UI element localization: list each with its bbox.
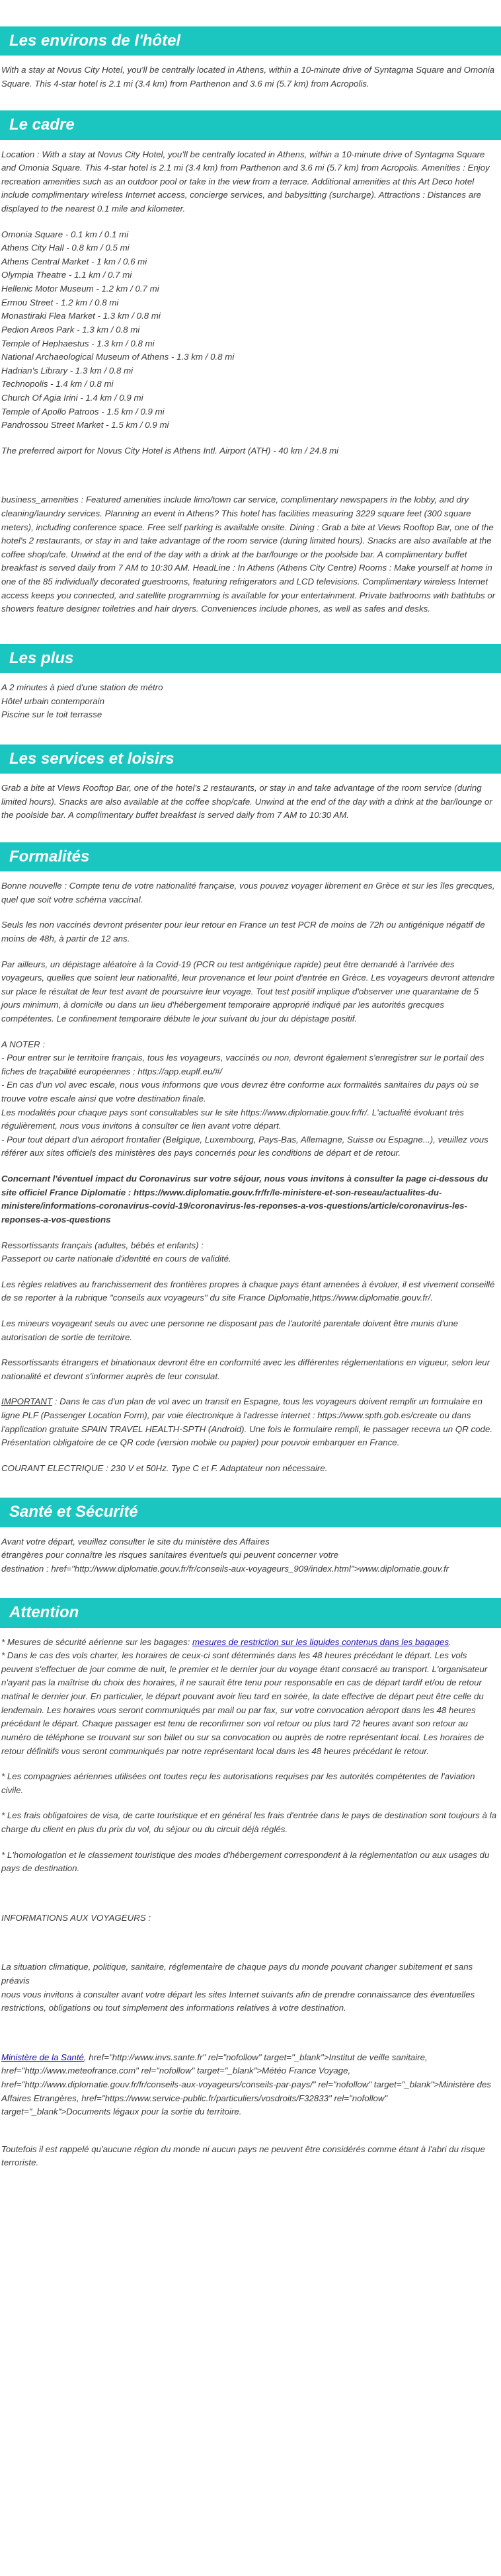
section-services (0, 745, 501, 823)
list-item: Omonia Square - 0.1 km / 0.1 mi (1, 229, 129, 239)
cadre-intro: Location : With a stay at Novus City Hotel, you'll be centrally located in Athens, within a 10-minute drive of Syntagma Square and Omonia Square. This 4-star hotel is 2.1 mi (3.4 km) from Parthenon and 3.6 mi (5.7 km) from Acropolis. Amenities : Enjoy recreation amenities such as an outdoor pool or take in the view from a terrace. Additional amenities at this Art Deco hotel include complimentary wireless Internet access, concierge services, and babysitting (surcharge). Attractions : Distances are displayed to the nearest 0.1 mile and kilometer. (1, 149, 490, 214)
section-title-services: Les services et loisirs (0, 745, 501, 774)
list-item: A 2 minutes à pied d'une station de métro (1, 682, 163, 693)
situation-line: nous vous invitons à consulter avant votre départ les sites Internet suivants afin de prendre connaissance des éventuelles restrictions, obligations ou tout simplement des informations relatives à votre destination. (1, 1989, 475, 2013)
list-item: Athens Central Market - 1 km / 0.6 mi (1, 256, 147, 266)
ressortissants-label: Ressortissants français (adultes, bébés et enfants) : (1, 1240, 204, 1250)
section-sante (0, 1498, 501, 1576)
list-item: Hadrian's Library - 1.3 km / 0.8 mi (1, 365, 134, 376)
environs-text: With a stay at Novus City Hotel, you'll be centrally located in Athens, within a 10-minute drive of Syntagma Square and Omonia Square. This 4-star hotel is 2.1 mi (3.4 km) from Parthenon and 3.6 mi (5.7 km) from Acropolis. (1, 65, 495, 89)
situation-line: La situation climatique, politique, sanitaire, réglementaire de chaque pays du monde pouvant changer subitement et sans préavis (1, 1962, 473, 1986)
list-item: Temple of Apollo Patroos - 1.5 km / 0.9 mi (1, 406, 165, 417)
important-text (1, 1395, 498, 1449)
list-item: National Archaeological Museum of Athens - 1.3 km / 0.8 mi (1, 352, 235, 362)
horaires-text: * Dans le cas des vols charter, les horaires de ceux-ci sont déterminés dans les 48 heures précédant le départ. Les vols peuvent s'effectuer de jour comme de nuit, le premier et le dernier jour du voyage étant consacré au transport. L'organisateur n'ayant pas la maîtrise du choix des horaires, il ne saurait être tenu pour responsable en cas de départ tardif et/ou de retour matinal le dernier jour. En particulier, le départ pouvant avoir lieu tard en soirée, la date effective de départ peut être celle du lendemain. Les horaires vous seront communiqués par mail ou par fax, sur votre convocation aéroport dans les 48 heures précédant le départ. Chaque passager est tenu de reconfirmer son vol retour ou plus tard 72 heures avant son retour au numéro de téléphone se trouvant sur son billet ou sur sa convocation ou auprès de notre représentant local. Les horaires de retour définitifs vous seront communiqués par notre représentant local dans les 48 heures précédant le retour. (1, 1650, 488, 1756)
section-title-sante: Santé et Sécurité (0, 1498, 501, 1527)
note-line: - En cas d'un vol avec escale, nous vous informons que vous devrez être conforme aux formalités sanitaires du pays où se trouve votre escale ainsi que votre destination finale. (1, 1080, 479, 1104)
mesures-suffix: . (449, 1636, 451, 1647)
covid-notice: Concernant l'éventuel impact du Coronavirus sur votre séjour, nous vous invitons à consulter la page ci-dessous du site officiel France Diplomatie : https://www.diplomatie.gouv.fr/fr/le-ministere-et-son-reseau/actualites-du-ministere/informations-coronavirus-covid-19/coronavirus-les-reponses-a-vos-questions/article/coronavirus-les-reponses-a-vos-questions (1, 1174, 488, 1225)
list-item: Technopolis - 1.4 km / 0.8 mi (1, 379, 114, 389)
important-label: IMPORTANT (1, 1396, 53, 1407)
frais-text: * Les frais obligatoires de visa, de carte touristique et en général les frais d'entrée dans le pays de destination sont toujours à la charge du client en plus du prix du vol, du séjour ou du circuit déjà réglés. (1, 1810, 497, 1834)
list-item: Pedion Areos Park - 1.3 km / 0.8 mi (1, 324, 140, 335)
attractions-list (1, 228, 498, 432)
important-body: : Dans le cas d'un plan de vol avec un transit en Espagne, tous les voyageurs doivent remplir un formulaire en ligne PLF (Passenger Location Form), par voie électronique à l'adresse internet : https://www.spth.gob.es/create ou dans l'application gratuite SPAIN TRAVEL HEALTH-SPTH (Android). Une fois le formulaire rempli, le passager recevra un QR code. Présentation obligatoire de ce QR code (version mobile ou papier) pour pouvoir embarquer en France. (1, 1396, 493, 1448)
section-plus (0, 644, 501, 722)
etrangers-text: Ressortissants étrangers et binationaux devront être en conformité avec les différentes réglementations en vigueur, selon leur nationalité et devront s'informer auprès de leur consulat. (1, 1357, 490, 1381)
formalites-p2: Seuls les non vaccinés devront présenter pour leur retour en France un test PCR de moins de 72h ou antigénique négatif de moins de 48h, à partir de 12 ans. (1, 920, 485, 944)
infos-heading: INFORMATIONS AUX VOYAGEURS : (1, 1912, 151, 1923)
formalites-p3: Par ailleurs, un dépistage aléatoire à la Covid-19 (PCR ou test antigénique rapide) peut être demandé à l'arrivée des voyageurs, quelles que soient leur nationalité, leur provenance et leur point d'entrée en Grèce. Les voyageurs devront attendre sur place le résultat de leur test avant de poursuivre leur voyage. Tout test positif implique d'observer une quarantaine de 5 jours minimum, à domicile ou dans un lieu d'hébergement temporaire approprié indiqué par les autorités grecques compétentes. Le confinement temporaire débute le jour suivant du jour du dépistage positif. (1, 959, 495, 1024)
services-text: Grab a bite at Views Rooftop Bar, one of the hotel's 2 restaurants, or stay in and take advantage of the room service (during limited hours). Snacks are also available at the coffee shop/cafe. Unwind at the end of the day with a drink at the bar/lounge or the poolside bar. A complimentary buffet breakfast is served daily from 7 AM to 10:30 AM. (1, 783, 492, 821)
section-environs (0, 26, 501, 91)
mineurs-text: Les mineurs voyageant seuls ou avec une personne ne disposant pas de l'autorité parentale doivent être munis d'une autorisation de sortie de territoire. (1, 1318, 459, 1342)
list-item: Temple of Hephaestus - 1.3 km / 0.8 mi (1, 338, 155, 348)
situation-text (1, 1960, 498, 2015)
section-title-cadre: Le cadre (0, 110, 501, 140)
list-item: Ermou Street - 1.2 km / 0.8 mi (1, 297, 119, 307)
formalites-notes (1, 1038, 498, 1160)
note-line: A NOTER : (1, 1039, 45, 1049)
section-attention (0, 1598, 501, 2170)
list-item: Olympia Theatre - 1.1 km / 0.7 mi (1, 270, 132, 280)
note-line: - Pour tout départ d'un aéroport frontalier (Belgique, Luxembourg, Pays-Bas, Allemagne, Suisse ou Espagne...), veuillez vous référer aux sites officiels des ministères des pays concernés pour les conditions de départ et de retour. (1, 1134, 488, 1158)
homologation-text: * L'homologation et le classement touristique des modes d'hébergement correspondent à la réglementation ou aux usages du pays de destination. (1, 1849, 490, 1874)
sante-line: destination : href="http://www.diplomatie.gouv.fr/fr/conseils-aux-voyageurs_909/index.html">www.diplomatie.gouv.fr (1, 1563, 449, 1574)
mesures-line (1, 1636, 498, 1650)
section-title-attention: Attention (0, 1598, 501, 1627)
ressortissants (1, 1239, 498, 1266)
mesures-link[interactable]: mesures de restriction sur les liquides contenus dans les bagages (192, 1636, 449, 1647)
list-item: Monastiraki Flea Market - 1.3 km / 0.8 mi (1, 311, 161, 321)
airport-info: The preferred airport for Novus City Hotel is Athens Intl. Airport (ATH) - 40 km / 24.8 mi (1, 445, 339, 456)
ressortissants-doc: Passeport ou carte nationale d'identité en cours de validité. (1, 1254, 231, 1264)
sante-line: étrangères pour connaître les risques sanitaires éventuels qui peuvent concerner votre (1, 1550, 339, 1560)
note-line: Les modalités pour chaque pays sont consultables sur le site https://www.diplomatie.gouv.fr/fr/. L'actualité évoluant très régulièrement, nous vous invitons à consulter ce lien avant votre départ. (1, 1107, 465, 1131)
section-title-plus: Les plus (0, 644, 501, 673)
list-item: Church Of Agia Irini - 1.4 km / 0.9 mi (1, 392, 143, 403)
section-title-environs: Les environs de l'hôtel (0, 26, 501, 56)
list-item: Hôtel urbain contemporain (1, 696, 104, 706)
ministere-link[interactable]: Ministère de la Santé (1, 2052, 84, 2062)
section-cadre (0, 110, 501, 616)
plus-list (1, 681, 498, 722)
regles-text: Les règles relatives au franchissement des frontières propres à chaque pays étant amenées à évoluer, il est vivement conseillé de se reporter à la rubrique "conseils aux voyageurs" du site France Diplomatie,https://www.diplomatie.gouv.fr/. (1, 1279, 495, 1303)
ministere-rest: , href="http://www.invs.sante.fr" rel="nofollow" target="_blank">Institut de veille sanitaire, href="http://www.meteofrance.com" rel="nofollow" target="_blank">Météo France Voyage, href="http://www.diplomatie.gouv.fr/fr/conseils-aux-voyageurs/conseils-par-pays/" rel="nofollow" target="_blank">Ministère des Affaires Etrangères, href="https://www.service-public.fr/particuliers/vosdroits/F32833" rel="nofollow" target="_blank">Documents légaux pour la sortie du territoire. (1, 2052, 492, 2117)
business-amenities: business_amenities : Featured amenities include limo/town car service, complimentary newspapers in the lobby, and dry cleaning/laundry services. Planning an event in Athens? This hotel has facilities measuring 3229 square feet (300 square meters), including conference space. Free self parking is available onsite. Dining : Grab a bite at Views Rooftop Bar, one of the hotel's 2 restaurants, or stay in and take advantage of the room service (during limited hours). Snacks are also available at the coffee shop/cafe. Unwind at the end of the day with a drink at the bar/lounge or the poolside bar. A complimentary buffet breakfast is served daily from 7 AM to 10:30 AM. HeadLine : In Athens (Athens City Centre) Rooms : Make yourself at home in one of the 85 individually decorated guestrooms, featuring refrigerators and LCD televisions. Complimentary wireless Internet access keeps you connected, and satellite programming is available for your entertainment. Private bathrooms with bathtubs or showers feature designer toiletries and hair dryers. Conveniences include phones, as well as safes and desks. (1, 495, 496, 614)
compagnies-text: * Les compagnies aériennes utilisées ont toutes reçu les autorisations requises par les autorités compétentes de l'aviation civile. (1, 1771, 475, 1795)
sante-line: Avant votre départ, veuillez consulter le site du ministère des Affaires (1, 1536, 270, 1547)
sante-text (1, 1535, 498, 1576)
list-item: Piscine sur le toit terrasse (1, 709, 102, 720)
note-line: - Pour entrer sur le territoire français, tous les voyageurs, vaccinés ou non, devront également s'enregistrer sur le portail des fiches de traçabilité européennes : https://app.euplf.eu/#/ (1, 1053, 484, 1076)
formalites-p1: Bonne nouvelle : Compte tenu de votre nationalité française, vous pouvez voyager librement en Grèce et sur les îles grecques, quel que soit votre schéma vaccinal. (1, 881, 495, 905)
section-formalites (0, 842, 501, 1476)
ministere-text (1, 2051, 498, 2119)
list-item: Athens City Hall - 0.8 km / 0.5 mi (1, 243, 130, 253)
list-item: Hellenic Motor Museum - 1.2 km / 0.7 mi (1, 284, 159, 294)
section-title-formalites: Formalités (0, 842, 501, 871)
mesures-prefix: * Mesures de sécurité aérienne sur les bagages: (1, 1636, 192, 1647)
attention-block (1, 1636, 498, 1758)
courant-text: COURANT ELECTRIQUE : 230 V et 50Hz. Type C et F. Adaptateur non nécessaire. (1, 1463, 328, 1473)
list-item: Pandrossou Street Market - 1.5 km / 0.9 mi (1, 420, 169, 430)
footer-text: Toutefois il est rappelé qu'aucune région du monde ni aucun pays ne peuvent être considérés comme étant à l'abri du risque terroriste. (1, 2144, 485, 2168)
